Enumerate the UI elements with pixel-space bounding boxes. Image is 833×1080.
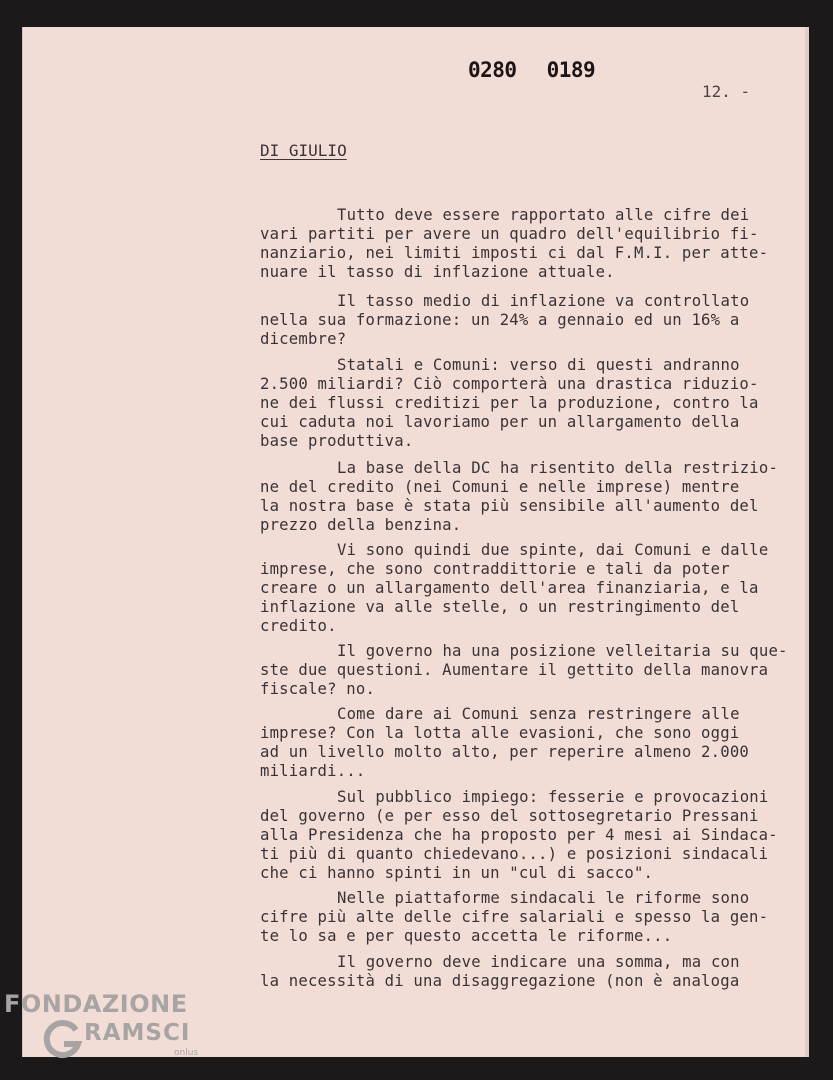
text-line: imprese, che sono contraddittorie e tali da poter: [260, 560, 730, 578]
text-line: base produttiva.: [260, 432, 414, 450]
archive-number-1: 0280: [468, 58, 517, 82]
text-line: ne dei flussi creditizi per la produzione, contro la: [260, 394, 759, 412]
watermark-tag: onlus: [174, 1048, 199, 1058]
watermark-g-logo-icon: [40, 1018, 84, 1062]
text-line: ad un livello molto alto, per reperire almeno 2.000: [260, 743, 749, 761]
text-line: cui caduta noi lavoriamo per un allargamento della: [260, 413, 740, 431]
text-line: nella sua formazione: un 24% a gennaio ed un 16% a: [260, 311, 740, 329]
text-line: vari partiti per avere un quadro dell'equilibrio fi-: [260, 225, 759, 243]
text-line: cifre più alte delle cifre salariali e spesso la gen-: [260, 908, 769, 926]
section-header: DI GIULIO: [260, 141, 347, 160]
text-line: la nostra base è stata più sensibile all'aumento del: [260, 497, 759, 515]
text-line: dicembre?: [260, 330, 347, 348]
text-line: miliardi...: [260, 762, 366, 780]
page-edge: [805, 27, 809, 1057]
archive-number-2: 0189: [546, 58, 596, 82]
text-line: credito.: [260, 617, 337, 635]
watermark-line2: RAMSCI: [84, 1020, 191, 1046]
archive-number: [468, 58, 595, 82]
text-line: del governo (e per esso del sottosegretario Pressani: [260, 807, 759, 825]
text-line: Statali e Comuni: verso di questi andranno: [337, 356, 740, 374]
text-line: ti più di quanto chiedevano...) e posizioni sindacali: [260, 845, 769, 863]
text-line: 2.500 miliardi? Ciò comporterà una drastica riduzio-: [260, 375, 759, 393]
text-line: nanziario, nei limiti imposti ci dal F.M.I. per atte-: [260, 244, 769, 262]
text-line: te lo sa e per questo accetta le riforme...: [260, 927, 673, 945]
text-line: alla Presidenza che ha proposto per 4 mesi ai Sindaca-: [260, 826, 778, 844]
watermark-line1: FONDAZIONE: [4, 990, 188, 1018]
text-line: Tutto deve essere rapportato alle cifre dei: [337, 206, 750, 224]
text-line: nuare il tasso di inflazione attuale.: [260, 263, 615, 281]
text-line: Il tasso medio di inflazione va controllato: [337, 292, 750, 310]
text-line: prezzo della benzina.: [260, 516, 462, 534]
text-line: Vi sono quindi due spinte, dai Comuni e dalle: [337, 541, 769, 559]
text-line: Come dare ai Comuni senza restringere alle: [337, 705, 740, 723]
text-line: Sul pubblico impiego: fesserie e provocazioni: [337, 788, 769, 806]
text-line: Il governo ha una posizione velleitaria su que-: [337, 642, 788, 660]
text-line: ste due questioni. Aumentare il gettito della manovra: [260, 661, 769, 679]
text-line: ne del credito (nei Comuni e nelle imprese) mentre: [260, 478, 740, 496]
page-number: 12. -: [702, 82, 751, 101]
text-line: che ci hanno spinti in un "cul di sacco".: [260, 864, 654, 882]
text-line: creare o un allargamento dell'area finanziaria, e la: [260, 579, 759, 597]
text-line: imprese? Con la lotta alle evasioni, che sono oggi: [260, 724, 740, 742]
text-line: fiscale? no.: [260, 680, 376, 698]
fondazione-gramsci-watermark: [4, 990, 204, 1070]
text-line: Nelle piattaforme sindacali le riforme sono: [337, 889, 750, 907]
text-line: la necessità di una disaggregazione (non è analoga: [260, 972, 740, 990]
text-line: Il governo deve indicare una somma, ma con: [337, 953, 740, 971]
text-line: inflazione va alle stelle, o un restringimento del: [260, 598, 740, 616]
text-line: La base della DC ha risentito della restrizio-: [337, 459, 779, 477]
